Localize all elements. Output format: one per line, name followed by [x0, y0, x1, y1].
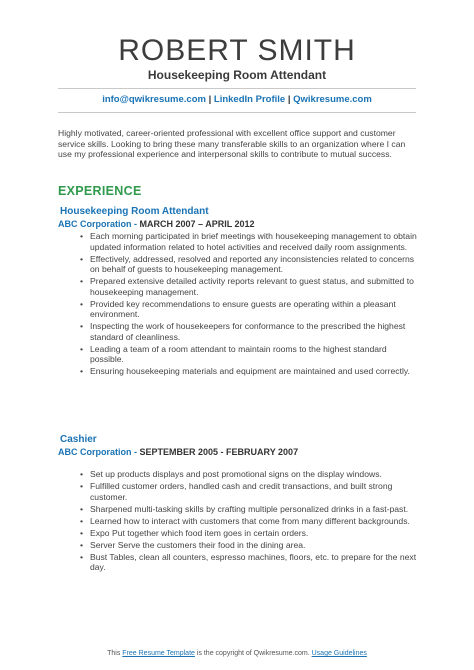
- candidate-title: Housekeeping Room Attendant: [147, 68, 327, 82]
- company-name: ABC Corporation: [58, 219, 132, 229]
- job-bullets: [58, 231, 418, 377]
- list-item: • Provided key recommendations to ensure guests are operating within a pleasant environment.: [80, 298, 396, 319]
- list-item: • Ensuring housekeeping materials and equipment are maintained and used correctly.: [80, 366, 410, 376]
- job-title: Housekeeping Room Attendant: [60, 206, 209, 217]
- company-name: ABC Corporation: [58, 447, 132, 457]
- job-entry-1: [58, 434, 418, 574]
- list-item: • Set up products displays and post promotional signs on the display windows.: [80, 469, 382, 479]
- list-item: • Learned how to interact with customers that come from many different backgrounds.: [80, 515, 410, 526]
- job-dates: SEPTEMBER 2005 - FEBRUARY 2007: [139, 447, 299, 457]
- job-bullets: [58, 469, 418, 573]
- free-resume-template-link[interactable]: Free Resume Template: [122, 650, 195, 657]
- website-link[interactable]: Qwikresume.com: [293, 94, 372, 105]
- job-dates: MARCH 2007 – APRIL 2012: [139, 219, 255, 229]
- email-link[interactable]: info@qwikresume.com: [102, 94, 206, 105]
- list-item: • Leading a team of a room attendant to maintain rooms to the highest standard possible.: [80, 343, 387, 364]
- list-item: • Each morning participated in brief meetings with housekeeping management to obtain updated information related to hotel activities and received daily room assignments.: [80, 231, 417, 252]
- contact-divider: [58, 112, 416, 113]
- usage-guidelines-link[interactable]: Usage Guidelines: [311, 650, 367, 657]
- summary-paragraph: Highly motivated, career-oriented professional with excellent office support and customer service skills. Looking to bring these many transferable skills to an organization where I can use my professional experience and interpersonal skills to contribute to mutual success.: [58, 128, 406, 159]
- experience-heading: EXPERIENCE: [58, 184, 142, 198]
- job-company-line: ABC Corporation - SEPTEMBER 2005 - FEBRUARY 2007: [58, 447, 299, 457]
- contact-separator: |: [287, 94, 291, 105]
- job-title: Cashier: [60, 434, 97, 445]
- header-divider: [58, 88, 416, 89]
- contact-line: [0, 94, 474, 105]
- job-company-line: ABC Corporation - MARCH 2007 – APRIL 2012: [58, 219, 255, 229]
- list-item: • Effectively, addressed, resolved and reported any inconsistencies related to concerns on behalf of guests to housekeeping management.: [80, 253, 415, 274]
- candidate-name: ROBERT SMITH: [118, 34, 356, 67]
- list-item: • Prepared extensive detailed activity reports relevant to guest status, and submitted to housekeeping management.: [80, 276, 414, 297]
- list-item: • Sharpened multi-tasking skills by crafting multiple personalized drinks in a fast-past.: [80, 503, 409, 514]
- list-item: • Server Serve the customers their food in the dining area.: [80, 539, 306, 550]
- linkedin-link[interactable]: LinkedIn Profile: [213, 94, 286, 105]
- footer-copyright: This Free Resume Template is the copyright of Qwikresume.com. Usage Guidelines: [107, 650, 367, 657]
- job-entry-0: [58, 206, 418, 378]
- list-item: • Fulfilled customer orders, handled cash and credit transactions, and built strong customer.: [80, 481, 393, 502]
- list-item: • Inspecting the work of housekeepers for conformance to the prescribed the highest standard of cleanliness.: [80, 321, 406, 342]
- contact-separator: |: [208, 94, 212, 105]
- list-item: • Expo Put together which food item goes in certain orders.: [80, 527, 309, 538]
- list-item: • Bust Tables, clean all counters, espresso machines, floors, etc. to prepare for the next day.: [80, 551, 417, 572]
